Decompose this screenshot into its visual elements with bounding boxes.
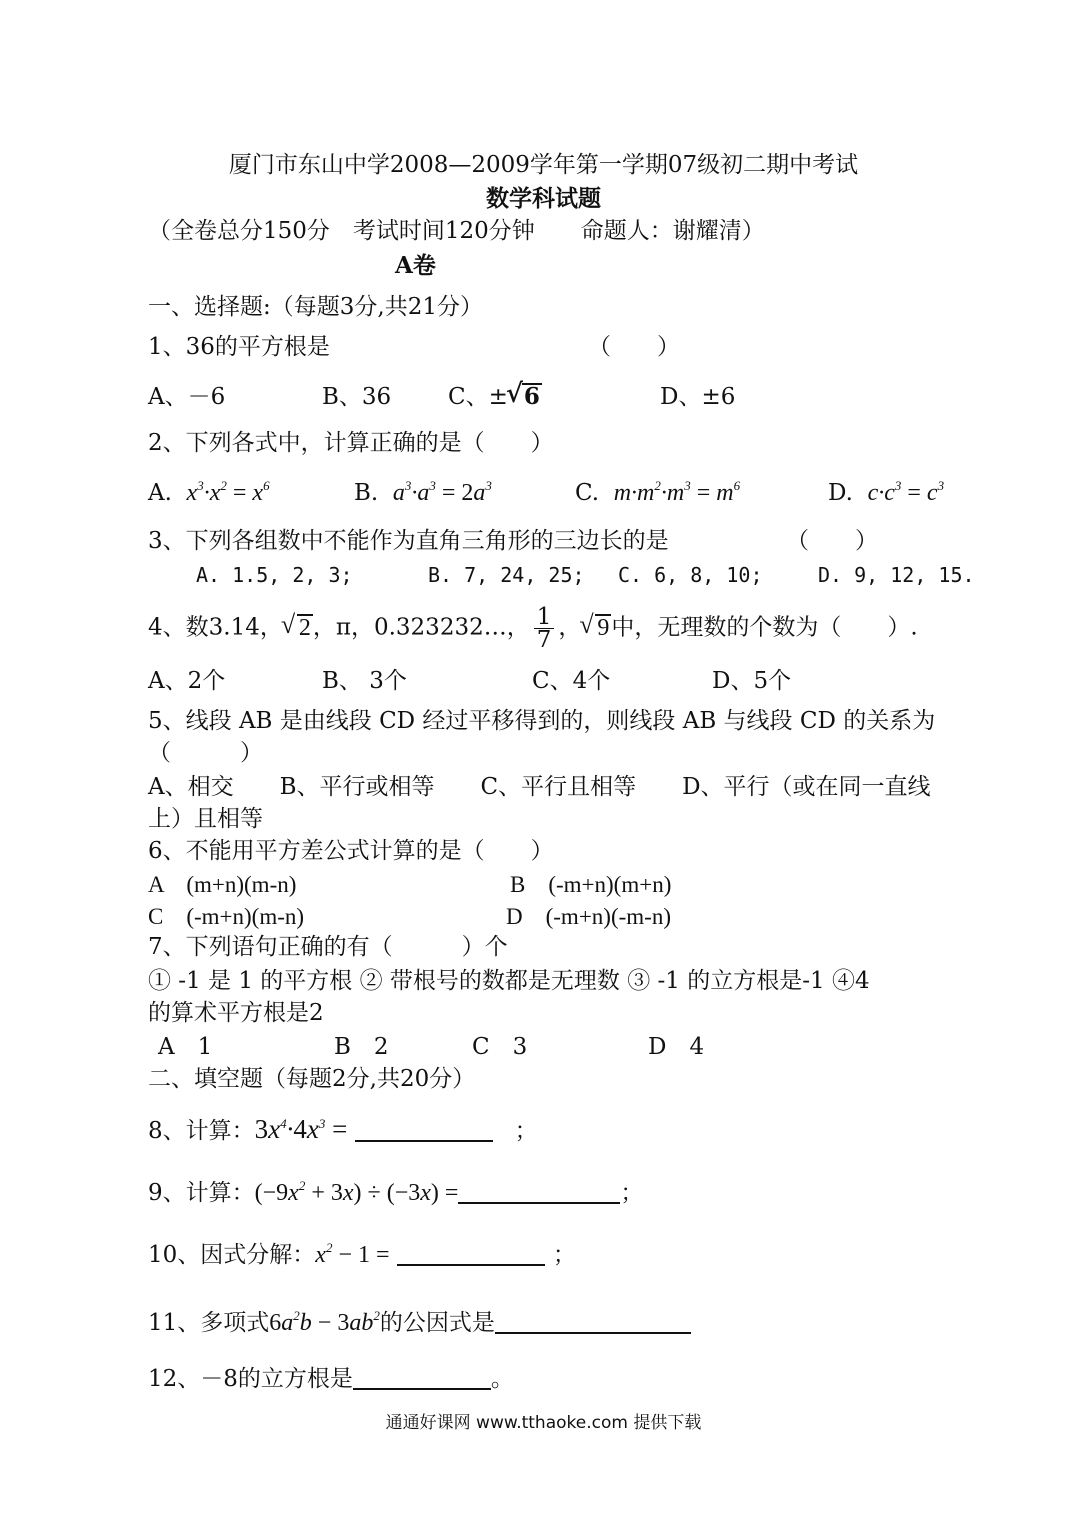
sqrt-9: √ 9 [581, 613, 611, 643]
q7-option-d: D 4 [648, 1034, 705, 1060]
q6-option-c: C (-m+n)(m-n) [148, 904, 305, 929]
paper-label: A卷 [395, 252, 436, 279]
q5-answer-paren: （ ） [148, 740, 263, 766]
q5-stem: 5、线段 AB 是由线段 CD 经过平移得到的，则线段 AB 与线段 CD 的关系为 [148, 708, 936, 734]
q6-option-a: A (m+n)(m-n) [148, 872, 297, 897]
q3-option-b: B. 7, 24, 25; [428, 563, 585, 587]
q6-stem: 6、不能用平方差公式计算的是（ ） [148, 838, 554, 864]
q3-option-a: A. 1.5, 2, 3; [196, 563, 353, 587]
fraction-one-seventh: $\frac{1}{7}$ [534, 606, 555, 651]
q8-answer-blank[interactable] [355, 1118, 493, 1142]
section2-heading: 二、填空题（每题2分,共20分） [148, 1066, 476, 1092]
q9: 9、计算：$(-9x^2 + 3x) \div (-3x)$ = ； [148, 1178, 644, 1206]
q1-option-d: D、±6 [660, 384, 736, 410]
q12: 12、－8的立方根是 。 [148, 1366, 514, 1392]
sqrt-2: √ 2 [283, 613, 313, 643]
q2-option-a: A. $x^3\cdot x^2 = x^6$ [148, 478, 270, 506]
q2-option-b: B. $a^3\cdot a^3 = 2a^3$ [354, 478, 492, 506]
q11: 11、多项式$6a^2b - 3ab^2$的公因式是 [148, 1308, 691, 1338]
q7-statements-cont: 的算术平方根是2 [148, 1000, 324, 1026]
q3-answer-paren: （ ） [786, 528, 878, 554]
q2-option-c: C. $m\cdot m^2\cdot m^3 = m^6$ [575, 478, 741, 506]
q3-stem: 3、下列各组数中不能作为直角三角形的三边长的是 [148, 528, 669, 554]
exam-subtitle: 数学科试题 [486, 185, 601, 212]
q4-option-d: D、5个 [712, 668, 792, 694]
q7-stem: 7、下列语句正确的有（ ）个 [148, 934, 508, 960]
q5-options: A、相交 B、平行或相等 C、平行且相等 D、平行（或在同一直线 [148, 774, 931, 800]
sqrt-6: √ 6 [508, 382, 542, 412]
q1-option-c: C、±√ 6 [448, 382, 542, 412]
q1-stem: 1、36的平方根是 [148, 334, 330, 360]
section1-heading: 一、选择题:（每题3分,共21分） [148, 294, 483, 320]
q3-option-c: C. 6, 8, 10; [618, 563, 763, 587]
q7-statements: ① -1 是 1 的平方根 ② 带根号的数都是无理数 ③ -1 的立方根是-1 ④4 [148, 968, 870, 994]
q4-stem: 4、数3.14，√ 2，π，0.323232…， $\frac{1}{7}$ ，√ 9中，无理数的个数为（ ）. [148, 606, 918, 651]
q10: 10、因式分解：$x^2 - 1$ = ； [148, 1240, 576, 1268]
q3-option-d: D. 9, 12, 15. [818, 563, 975, 587]
exam-info: （全卷总分150分 考试时间120分钟 命题人：谢耀清） [148, 218, 765, 244]
q4-option-b: B、 3个 [322, 668, 407, 694]
q9-answer-blank[interactable] [458, 1180, 620, 1204]
q4-option-a: A、2个 [148, 668, 226, 694]
q1-option-a: A、－6 [148, 384, 226, 410]
q6-option-b: B (-m+n)(m+n) [510, 872, 672, 897]
exam-title: 厦门市东山中学2008—2009学年第一学期07级初二期中考试 [228, 152, 859, 178]
q4-option-c: C、4个 [532, 668, 611, 694]
q2-option-d: D. $c\cdot c^3 = c^3$ [828, 478, 945, 506]
q12-answer-blank[interactable] [353, 1366, 491, 1390]
q8: 8、计算：$3x^4\cdot 4x^3$ = ； [148, 1114, 538, 1144]
q1-answer-paren: （ ） [588, 334, 680, 360]
q5-options-cont: 上）且相等 [148, 806, 263, 832]
q6-option-d: D (-m+n)(-m-n) [506, 904, 671, 929]
q11-answer-blank[interactable] [495, 1310, 691, 1334]
q10-answer-blank[interactable] [397, 1242, 545, 1266]
q7-option-c: C 3 [472, 1034, 528, 1060]
page-footer: 通通好课网 www.tthaoke.com 提供下载 [385, 1413, 702, 1433]
q1-option-b: B、36 [322, 384, 392, 410]
q7-option-b: B 2 [334, 1034, 389, 1060]
q2-stem: 2、下列各式中，计算正确的是（ ） [148, 430, 554, 456]
q7-option-a: A 1 [158, 1034, 213, 1060]
